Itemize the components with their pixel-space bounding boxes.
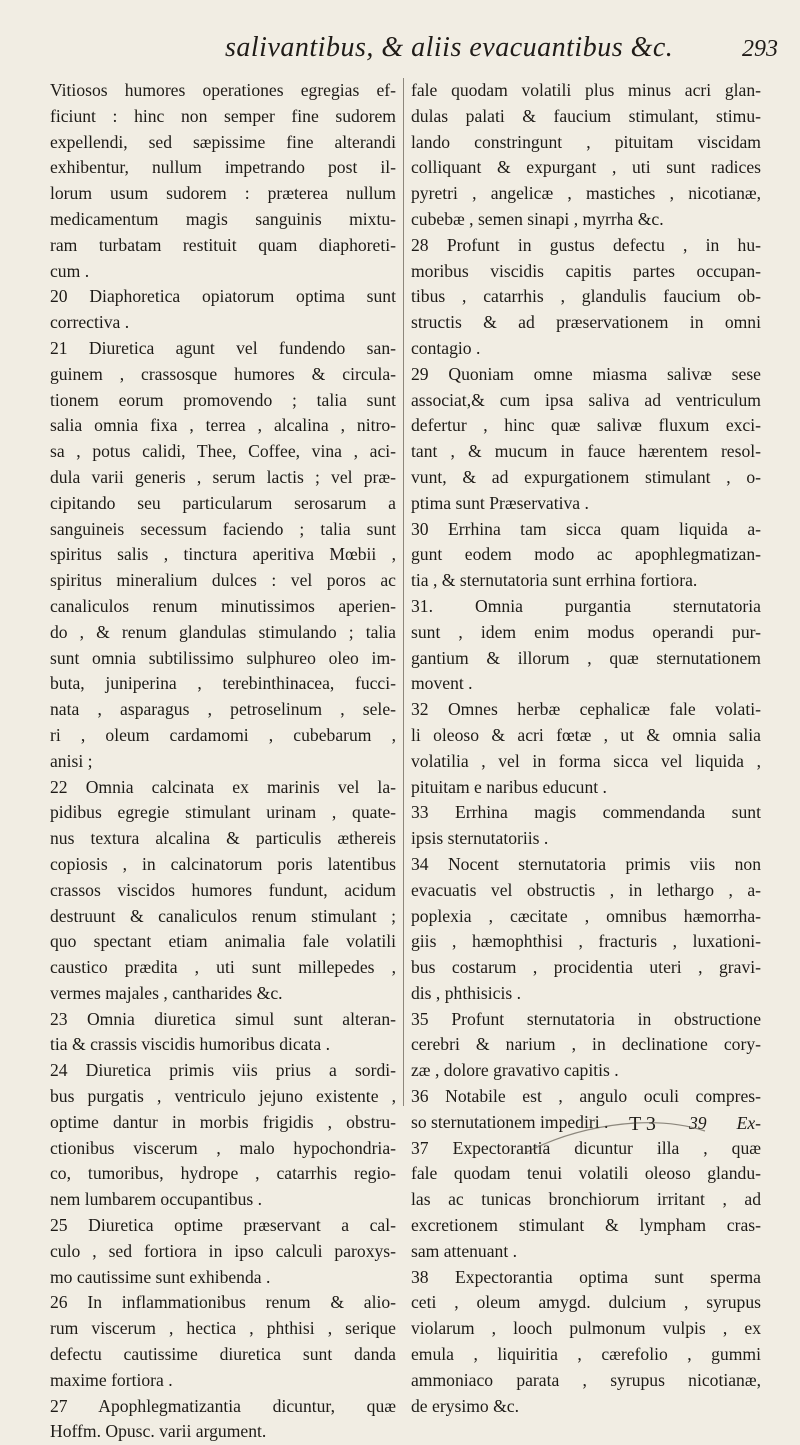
text-line: 21 Diuretica agunt vel fundendo san-: [50, 337, 396, 358]
text-line: 32 Omnes herbæ cephalicæ fale volati-: [411, 699, 761, 720]
text-line: ptima sunt Præservativa .: [411, 492, 589, 513]
text-line: structis & ad præservationem in omni: [411, 312, 761, 333]
text-line: tia , & sternutatoria sunt errhina fortiora.: [411, 570, 698, 591]
text-line: nus textura alcalina & particulis æthereis: [50, 828, 396, 849]
text-line: copiosis , in calcinatorum poris latentibus: [50, 853, 396, 874]
text-line: contagio .: [411, 337, 481, 358]
text-line: tia & crassis viscidis humoribus dicata .: [50, 1034, 330, 1055]
text-line: volatilia , vel in forma sicca vel liquida ,: [411, 750, 761, 771]
text-line: sam attenuant .: [411, 1240, 518, 1261]
text-line: defertur , hinc quæ salivæ fluxum exci-: [411, 415, 761, 436]
text-line: tant , & mucum in fauce hærentem resol-: [411, 441, 761, 462]
text-line: salia omnia fixa , terrea , alcalina , nitro-: [50, 415, 396, 436]
text-line: tionem eorum promovendo ; talia sunt: [50, 389, 396, 410]
left-text-column: [50, 78, 396, 1445]
text-line: Hoffm. Opusc. varii argument.: [50, 1421, 267, 1442]
text-line: 35 Profunt sternutatoria in obstructione: [411, 1008, 761, 1029]
text-line: 36 Notabile est , angulo oculi compres-: [411, 1086, 761, 1107]
text-line: 34 Nocent sternutatoria primis viis non: [411, 853, 761, 874]
text-line: nata , asparagus , petroselinum , sele-: [50, 699, 396, 720]
text-line: violarum , looch pulmonum vulpis , ex: [411, 1318, 761, 1339]
text-line: medicamentum magis sanguinis mixtu-: [50, 208, 396, 229]
text-line: caustico prædita , uti sunt millepedes ,: [50, 957, 396, 978]
text-line: crassos viscidos humores fundunt, acidum: [50, 879, 396, 900]
text-line: maxime fortiora .: [50, 1369, 173, 1390]
text-line: 27 Apophlegmatizantia dicuntur, quæ: [50, 1395, 396, 1416]
text-line: exhibentur, nullum impetrando post il-: [50, 157, 396, 178]
text-line: gunt eodem modo ac apophlegmatizan-: [411, 544, 761, 565]
text-line: lorum usum sudorem : præterea nullum: [50, 183, 396, 204]
text-line: zæ , dolore gravativo capitis .: [411, 1060, 619, 1081]
text-line: 23 Omnia diuretica simul sunt alteran-: [50, 1008, 396, 1029]
text-line: las ac tunicas bronchiorum irritant , ad: [411, 1189, 761, 1210]
text-line: fale quodam tenui volatili oleoso glandu-: [411, 1163, 761, 1184]
text-line: ipsis sternutatoriis .: [411, 828, 549, 849]
text-line: anisi ;: [50, 750, 93, 771]
text-line: ficiunt : hinc non semper fine sudorem: [50, 105, 396, 126]
text-line: dula varii generis , serum lactis ; vel præ-: [50, 466, 396, 487]
text-line: sanguineis secessum faciendo ; talia sunt: [50, 518, 396, 539]
text-line: ceti , oleum amygd. dulcium , syrupus: [411, 1292, 761, 1313]
text-line: 38 Expectorantia optima sunt sperma: [411, 1266, 761, 1287]
text-line: poplexia , cæcitate , omnibus hæmorrha-: [411, 905, 761, 926]
text-line: 20 Diaphoretica opiatorum optima sunt: [50, 286, 396, 307]
text-line: ammoniaco parata , syrupus nicotianæ,: [411, 1369, 761, 1390]
text-line: 28 Profunt in gustus defectu , in hu-: [411, 234, 761, 255]
pen-stroke-mark: [515, 1117, 715, 1157]
text-line: dis , phthisicis .: [411, 982, 521, 1003]
text-line: spiritus salis , tinctura aperitiva Mœbii ,: [50, 544, 396, 565]
text-line: cipitando seu particularum serosarum a: [50, 492, 396, 513]
text-line: vermes majales , cantharides &c.: [50, 982, 283, 1003]
text-line: guinem , crassosque humores & circula-: [50, 363, 396, 384]
text-line: spiritus mineralium dulces : vel poros ac: [50, 570, 396, 591]
running-title: salivantibus, & aliis evacuantibus &c.: [225, 32, 674, 63]
text-line: do , & renum glandulas stimulando ; talia: [50, 621, 396, 642]
text-line: correctiva .: [50, 312, 130, 333]
text-line: so sternutationem impediri .: [411, 1111, 609, 1132]
text-line: ram turbatam restituit quam diaphoreti-: [50, 234, 396, 255]
text-line: moribus viscidis capitis partes occupan-: [411, 260, 761, 281]
text-line: gantium & illorum , quæ sternutationem: [411, 647, 761, 668]
text-line: 29 Quoniam omne miasma salivæ sese: [411, 363, 761, 384]
text-line: 33 Errhina magis commendanda sunt: [411, 802, 761, 823]
text-line: evacuatis vel obstructis , in lethargo , a-: [411, 879, 761, 900]
text-line: pidibus egregie stimulant urinam , quate-: [50, 802, 396, 823]
catch-number: 39: [689, 1113, 707, 1133]
text-line: movent .: [411, 673, 473, 694]
text-line: lando constringunt , pituitam viscidam: [411, 131, 761, 152]
text-line: bus purgatis , ventriculo jejuno existente ,: [50, 1086, 396, 1107]
text-line: rum viscerum , hectica , phthisi , serique: [50, 1318, 396, 1339]
text-line: optime dantur in morbis frigidis , obstru-: [50, 1111, 396, 1132]
text-line: fale quodam volatili plus minus acri glan-: [411, 80, 761, 100]
text-line: ri , oleum cardamomi , cubebarum ,: [50, 724, 396, 745]
text-line: destruunt & canaliculos renum stimulant ;: [50, 905, 396, 926]
right-text-column: [411, 78, 761, 1419]
text-line: nem lumbarem occupantibus .: [50, 1189, 263, 1210]
text-line: defectu cautissime diuretica sunt danda: [50, 1344, 396, 1365]
signature-mark: T 3: [629, 1113, 656, 1135]
text-line: 25 Diuretica optime præservant a cal-: [50, 1215, 396, 1236]
text-line: excretionem stimulant & lympham cras-: [411, 1215, 761, 1236]
text-line: associat,& cum ipsa saliva ad ventriculum: [411, 389, 761, 410]
text-line: sa , potus calidi, Thee, Coffee, vina , aci-: [50, 441, 396, 462]
text-line: giis , hæmophthisi , fracturis , luxationi-: [411, 931, 761, 952]
text-line: mo cautissime sunt exhibenda .: [50, 1266, 271, 1287]
text-line: culo , sed fortiora in ipso calculi paroxys-: [50, 1240, 396, 1261]
text-line: li oleoso & acri fœtæ , ut & omnia salia: [411, 724, 761, 745]
text-line: Vitiosos humores operationes egregias ef-: [50, 80, 396, 100]
text-line: bus costarum , procidentia uteri , gravi-: [411, 957, 761, 978]
text-line: 37 Expectorantia dicuntur illa , quæ: [411, 1137, 761, 1158]
text-line: quo spectant etiam animalia fale volatili: [50, 931, 396, 952]
text-line: cubebæ , semen sinapi , myrrha &c.: [411, 208, 664, 229]
text-line: sunt omnia subtilissimo sulphureo oleo im-: [50, 647, 396, 668]
text-line: tibus , catarrhis , glandulis faucium ob-: [411, 286, 761, 307]
page-number: 293: [742, 36, 778, 62]
text-line: expellendi, sed sæpissime fine alterandi: [50, 131, 396, 152]
text-line: dulas palati & faucium stimulant, stimu-: [411, 105, 761, 126]
text-line: 30 Errhina tam sicca quam liquida a-: [411, 518, 761, 539]
text-line: colliquant & expurgant , uti sunt radices: [411, 157, 761, 178]
text-line: 26 In inflammationibus renum & alio-: [50, 1292, 396, 1313]
text-line: ctionibus viscerum , malo hypochondria-: [50, 1137, 396, 1158]
text-line: pyretri , angelicæ , mastiches , nicotianæ,: [411, 183, 761, 204]
text-line: 31. Omnia purgantia sternutatoria: [411, 595, 761, 616]
text-line: cerebri & narium , in declinatione cory-: [411, 1034, 761, 1055]
text-line: 24 Diuretica primis viis prius a sordi-: [50, 1060, 396, 1081]
text-line: cum .: [50, 260, 90, 281]
catchword: Ex-: [736, 1113, 761, 1133]
text-line: co, tumoribus, hydrope , catarrhis regio-: [50, 1163, 396, 1184]
text-line: de erysimo &c.: [411, 1395, 519, 1416]
text-line: sunt , idem enim modus operandi pur-: [411, 621, 761, 642]
text-line: buta, juniperina , terebinthinacea, fucci-: [50, 673, 396, 694]
text-line: 22 Omnia calcinata ex marinis vel la-: [50, 776, 396, 797]
text-line: vunt, & ad expurgationem stimulant , o-: [411, 466, 761, 487]
text-line: pituitam e naribus educunt .: [411, 776, 607, 797]
column-rule: [403, 78, 404, 1106]
text-line: canaliculos renum minutissimos aperien-: [50, 595, 396, 616]
text-line: emula , liquiritia , cærefolio , gummi: [411, 1344, 761, 1365]
running-head: [0, 14, 800, 74]
